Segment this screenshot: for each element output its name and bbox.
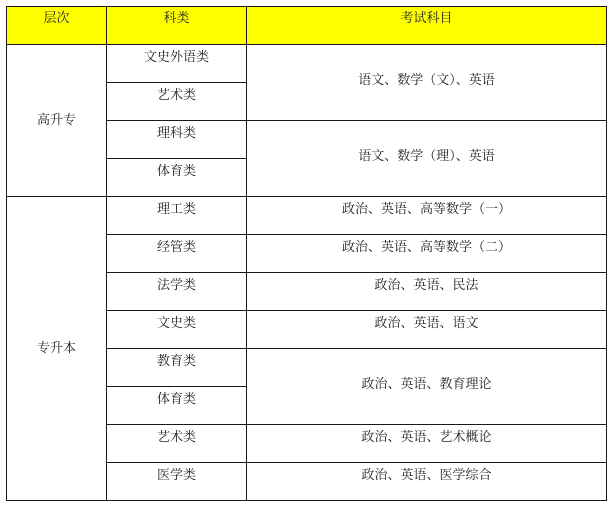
category-cell: 体育类 xyxy=(107,387,247,425)
category-cell: 艺术类 xyxy=(107,425,247,463)
subjects-cell: 政治、英语、高等数学（二） xyxy=(247,235,607,273)
subjects-cell: 政治、英语、医学综合 xyxy=(247,463,607,501)
table-row xyxy=(7,197,607,235)
category-cell: 理工类 xyxy=(107,197,247,235)
category-cell: 艺术类 xyxy=(107,83,247,121)
category-cell: 法学类 xyxy=(107,273,247,311)
header-subjects: 考试科目 xyxy=(247,7,607,45)
table-row xyxy=(7,45,607,83)
subjects-cell: 政治、英语、民法 xyxy=(247,273,607,311)
subjects-cell: 政治、英语、高等数学（一） xyxy=(247,197,607,235)
header-level: 层次 xyxy=(7,7,107,45)
table-header-row xyxy=(7,7,607,45)
exam-subjects-table xyxy=(6,6,607,501)
category-cell: 文史类 xyxy=(107,311,247,349)
header-category: 科类 xyxy=(107,7,247,45)
subjects-cell: 政治、英语、语文 xyxy=(247,311,607,349)
category-cell: 教育类 xyxy=(107,349,247,387)
category-cell: 体育类 xyxy=(107,159,247,197)
category-cell: 文史外语类 xyxy=(107,45,247,83)
level-cell: 专升本 xyxy=(7,197,107,501)
category-cell: 医学类 xyxy=(107,463,247,501)
category-cell: 理科类 xyxy=(107,121,247,159)
category-cell: 经管类 xyxy=(107,235,247,273)
subjects-cell: 政治、英语、艺术概论 xyxy=(247,425,607,463)
level-cell: 高升专 xyxy=(7,45,107,197)
subjects-cell: 政治、英语、教育理论 xyxy=(247,349,607,425)
subjects-cell: 语文、数学（文）、英语 xyxy=(247,45,607,121)
subjects-cell: 语文、数学（理）、英语 xyxy=(247,121,607,197)
